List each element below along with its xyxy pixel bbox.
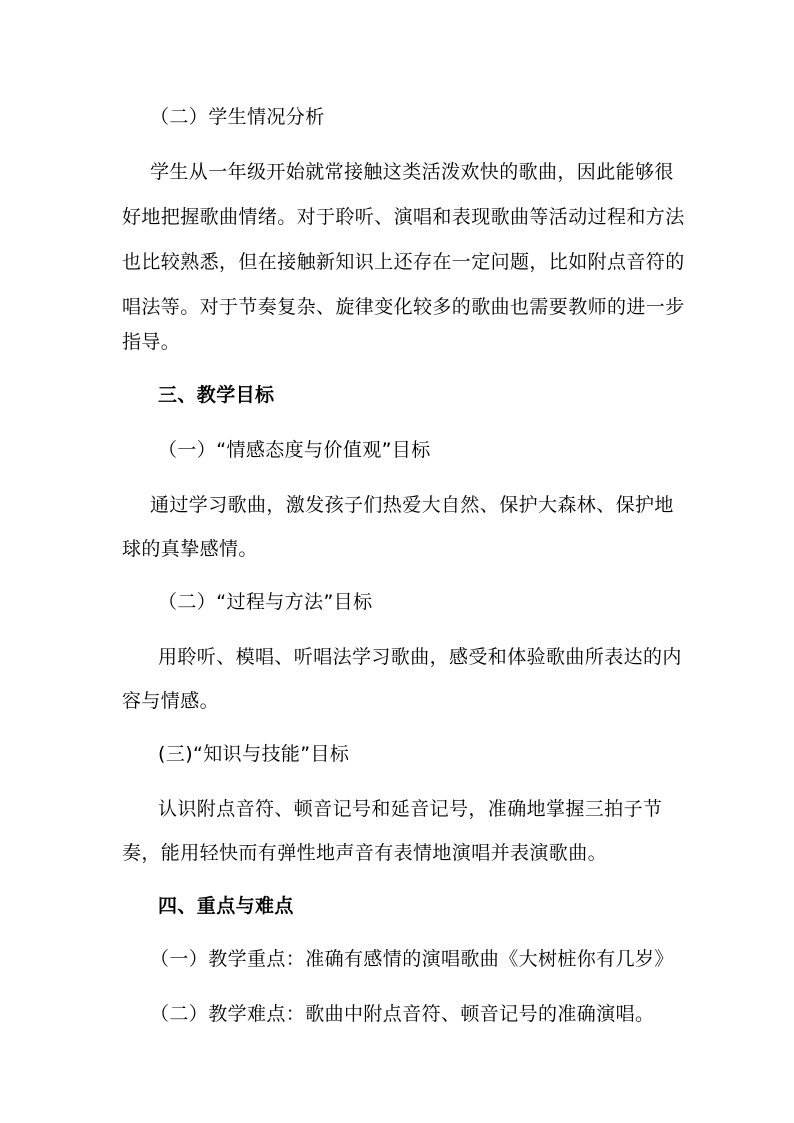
key-point-line: （一）教学重点：准确有感情的演唱歌曲《大树桩你有几岁》 [150,948,674,970]
goal1-para-line-1: 通过学习歌曲，激发孩子们热爱大自然、保护大森林、保护地 [150,494,674,516]
goal3-para-line-2: 奏，能用轻快而有弹性地声音有表情地演唱并表演歌曲。 [122,842,608,864]
student-analysis-para-line-2: 好地把握歌曲情绪。对于聆听、演唱和表现歌曲等活动过程和方法 [122,206,685,228]
student-analysis-para-line-1: 学生从一年级开始就常接触这类活泼欢快的歌曲，因此能够很 [150,161,674,183]
goal2-para-line-1: 用聆听、模唱、听唱法学习歌曲，感受和体验歌曲所表达的内 [158,646,682,668]
goal1-para-line-2: 球的真挚感情。 [122,538,258,560]
goal2-heading: （二）“过程与方法”目标 [158,591,373,613]
section3-heading: 三、教学目标 [158,384,275,406]
student-analysis-para-line-4: 唱法等。对于节奏复杂、旋律变化较多的歌曲也需要教师的进一步 [122,296,685,318]
section4-heading: 四、重点与难点 [158,895,294,917]
difficulty-line: （二）教学难点：歌曲中附点音符、顿音记号的准确演唱。 [150,1003,655,1025]
goal3-heading: (三)“知识与技能”目标 [158,743,350,765]
goal3-para-line-1: 认识附点音符、顿音记号和延音记号，准确地掌握三拍子节 [158,798,663,820]
goal2-para-line-2: 容与情感。 [122,690,220,712]
student-analysis-heading: （二）学生情况分析 [150,106,325,128]
student-analysis-para-line-3: 也比较熟悉，但在接触新知识上还存在一定问题，比如附点音符的 [122,251,685,273]
goal1-heading: （一）“情感态度与价值观”目标 [158,439,431,461]
student-analysis-para-line-5: 指导。 [122,331,181,353]
